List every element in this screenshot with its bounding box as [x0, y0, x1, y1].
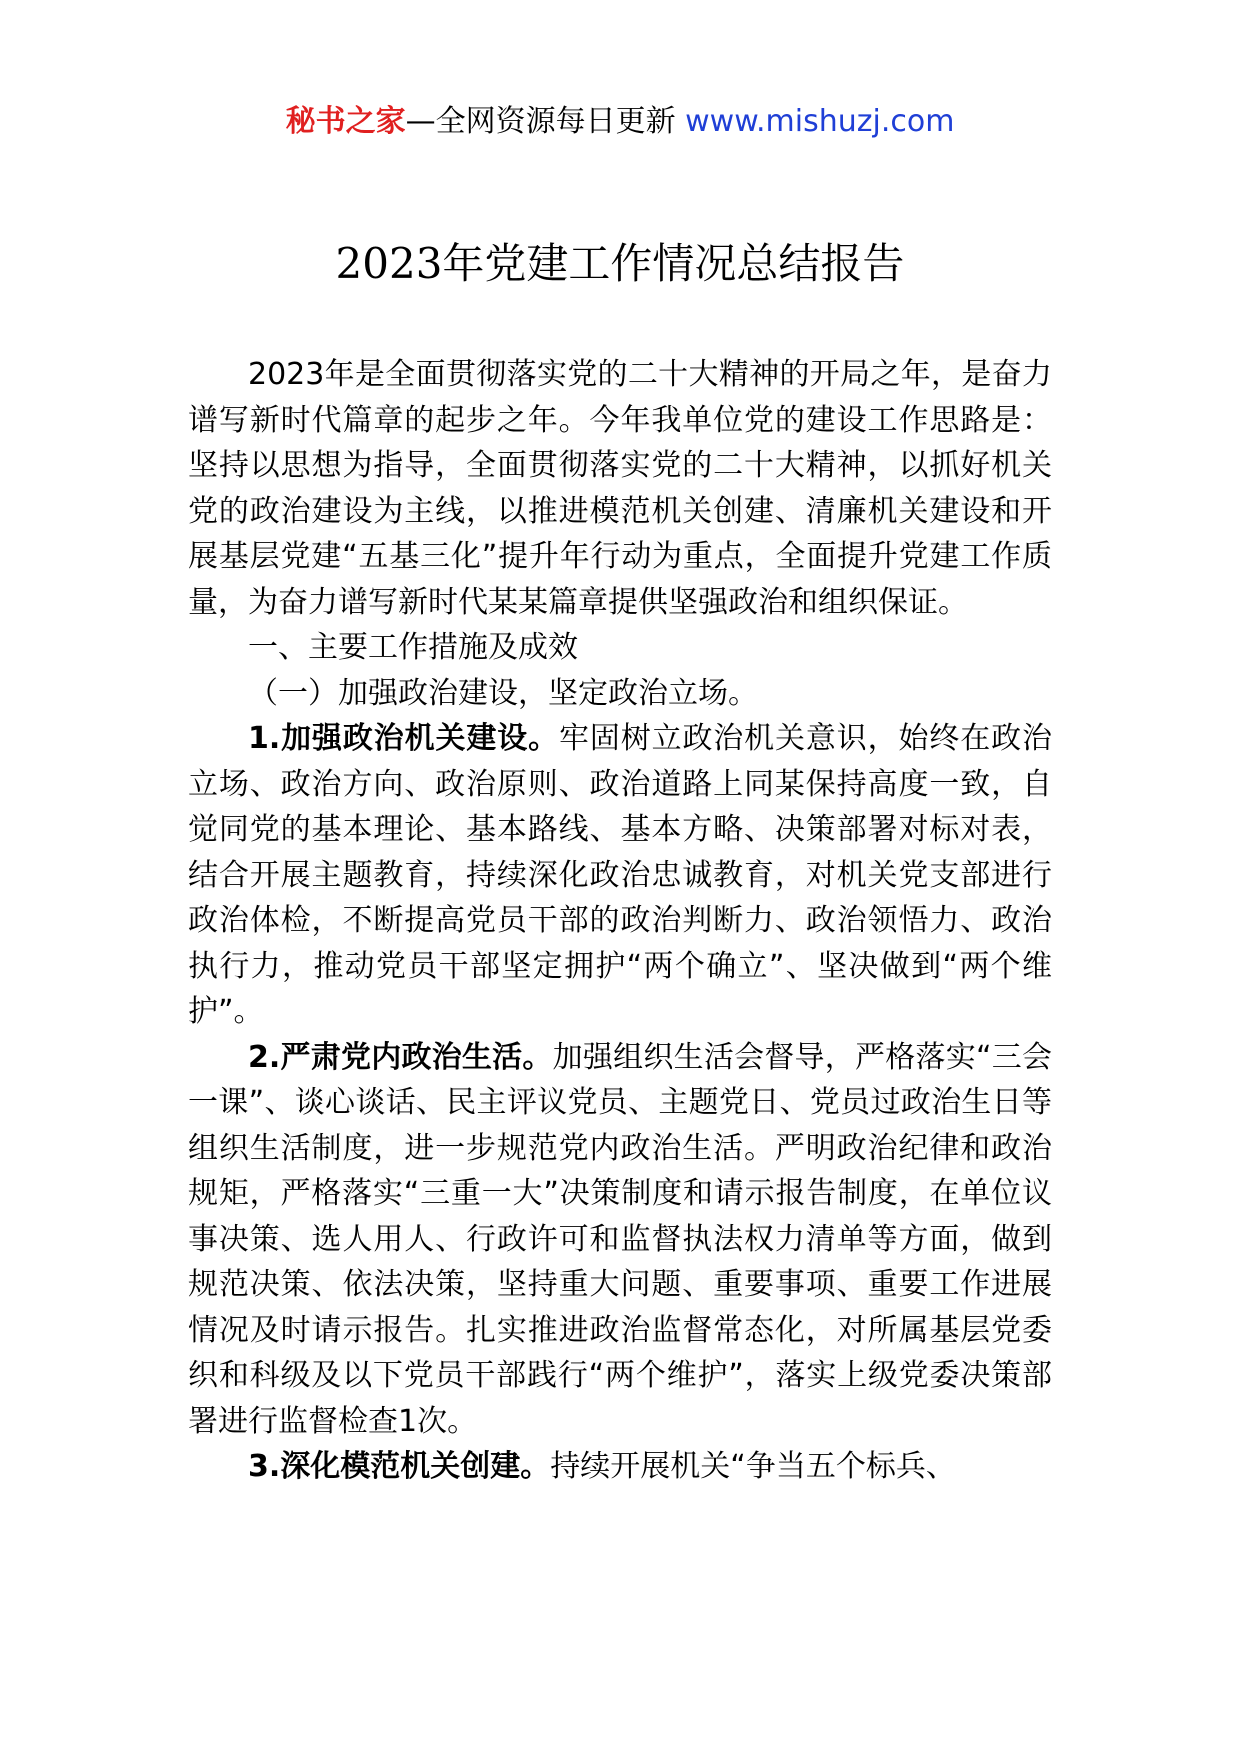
item-3-text: 持续开展机关“争当五个标兵、 [550, 1449, 956, 1484]
item-3-paragraph [188, 1444, 1052, 1490]
item-3-title: 3.深化模范机关创建。 [248, 1449, 551, 1484]
site-slogan: —全网资源每日更新 [405, 104, 686, 139]
document-title: 2023年党建工作情况总结报告 [335, 239, 905, 288]
site-url-link[interactable]: www.mishuzj.com [685, 104, 955, 139]
item-2-text: 加强组织生活会督导，严格落实“三会一课”、谈心谈话、民主评议党员、主题党日、党员过政治生日等组织生活制度，进一步规范党内政治生活。严明政治纪律和政治规矩，严格落实“三重一大”决策制度和请示报告制度，在单位议事决策、选人用人、行政许可和监督执法权力清单等方面，做到规范决策、依法决策，坚持重大问题、重要事项、重要工作进展情况及时请示报告。扎实推进政治监督常态化，对所属基层党委织和科级及以下党员干部践行“两个维护”，落实上级党委决策部署进行监督检查1次。 [188, 1039, 1052, 1439]
intro-paragraph: 2023年是全面贯彻落实党的二十大精神的开局之年，是奋力谱写新时代篇章的起步之年。今年我单位党的建设工作思路是：坚持以思想为指导，全面贯彻落实党的二十大精神，以抓好机关党的政治建设为主线，以推进模范机关创建、清廉机关建设和开展基层党建“五基三化”提升年行动为重点，全面提升党建工作质量，为奋力谱写新时代某某篇章提供坚强政治和组织保证。 [188, 357, 1052, 620]
document-body [188, 352, 1052, 1490]
item-1-title: 1.加强政治机关建设。 [248, 721, 559, 756]
subsection-heading-1-1: （一）加强政治建设，坚定政治立场。 [248, 675, 758, 711]
item-1-paragraph [188, 716, 1052, 1035]
item-1-text: 牢固树立政治机关意识，始终在政治立场、政治方向、政治原则、政治道路上同某保持高度一致，自觉同党的基本理论、基本路线、基本方略、决策部署对标对表，结合开展主题教育，持续深化政治忠诚教育，对机关党支部进行政治体检，不断提高党员干部的政治判断力、政治领悟力、政治执行力，推动党员干部坚定拥护“两个确立”、坚决做到“两个维护”。 [188, 721, 1052, 1029]
item-2-paragraph [188, 1035, 1052, 1445]
site-header [0, 100, 1240, 144]
section-heading-1: 一、主要工作措施及成效 [248, 630, 578, 665]
item-2-title: 2.严肃党内政治生活。 [248, 1039, 553, 1075]
site-name: 秘书之家 [285, 104, 406, 139]
